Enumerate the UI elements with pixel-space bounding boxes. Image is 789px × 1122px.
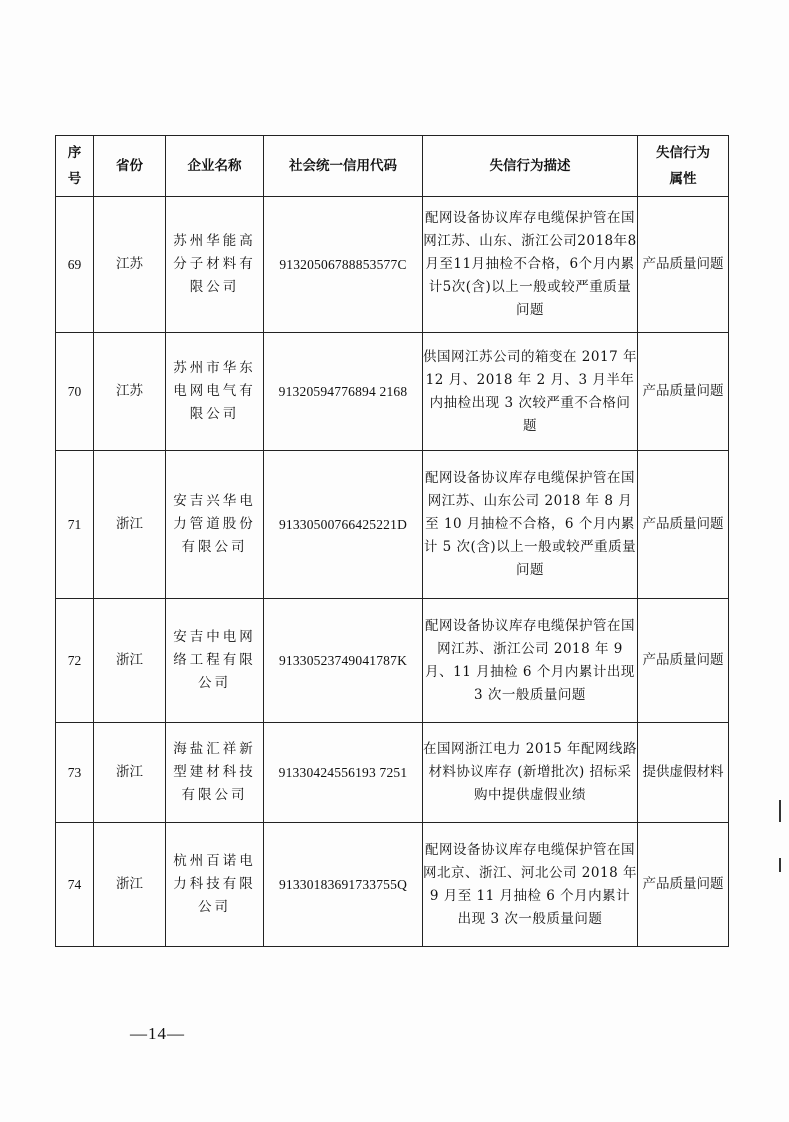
header-province: 省份 — [94, 136, 166, 197]
row-credit-code: 91330523749041787K — [264, 599, 423, 723]
row-province: 浙江 — [94, 723, 166, 823]
row-attribute: 产品质量问题 — [638, 197, 729, 333]
table-row — [56, 823, 729, 947]
row-company: 苏州华能高分子材料有限公司 — [166, 197, 264, 333]
table-row — [56, 599, 729, 723]
row-seq: 74 — [56, 823, 94, 947]
row-company: 杭州百诺电力科技有限公司 — [166, 823, 264, 947]
row-province: 江苏 — [94, 333, 166, 451]
table-row — [56, 451, 729, 599]
dishonesty-records-table — [55, 135, 729, 947]
row-attribute: 产品质量问题 — [638, 333, 729, 451]
scan-edge-mark — [779, 858, 781, 872]
header-seq: 序 号 — [56, 136, 94, 197]
page-number: —14— — [130, 1024, 185, 1043]
row-description: 配网设备协议库存电缆保护管在国网江苏、山东、浙江公司2018年8月至11月抽检不合格，6个月内累计5次(含)以上一般或较严重质量问题 — [423, 197, 638, 333]
row-description: 供国网江苏公司的箱变在 2017 年 12 月、2018 年 2 月、3 月半年内抽检出现 3 次较严重不合格问题 — [423, 333, 638, 451]
table-row — [56, 333, 729, 451]
table-header-row — [56, 136, 729, 197]
row-attribute: 产品质量问题 — [638, 823, 729, 947]
row-province: 浙江 — [94, 451, 166, 599]
row-province: 浙江 — [94, 599, 166, 723]
header-description: 失信行为描述 — [423, 136, 638, 197]
row-credit-code: 91330183691733755Q — [264, 823, 423, 947]
row-description: 配网设备协议库存电缆保护管在国网江苏、浙江公司 2018 年 9 月、11 月抽检 6 个月内累计出现 3 次一般质量问题 — [423, 599, 638, 723]
row-attribute: 产品质量问题 — [638, 599, 729, 723]
row-attribute: 产品质量问题 — [638, 451, 729, 599]
row-seq: 71 — [56, 451, 94, 599]
row-attribute: 提供虚假材料 — [638, 723, 729, 823]
row-company: 海盐汇祥新型建材科技有限公司 — [166, 723, 264, 823]
row-seq: 69 — [56, 197, 94, 333]
row-description: 在国网浙江电力 2015 年配网线路材料协议库存 (新增批次) 招标采购中提供虚假业绩 — [423, 723, 638, 823]
header-company: 企业名称 — [166, 136, 264, 197]
row-seq: 72 — [56, 599, 94, 723]
scan-edge-mark — [779, 800, 781, 822]
row-seq: 70 — [56, 333, 94, 451]
row-credit-code: 91330424556193 7251 — [264, 723, 423, 823]
row-province: 浙江 — [94, 823, 166, 947]
row-description: 配网设备协议库存电缆保护管在国网江苏、山东公司 2018 年 8 月至 10 月抽检不合格，6 个月内累计 5 次(含)以上一般或较严重质量问题 — [423, 451, 638, 599]
row-company: 苏州市华东电网电气有限公司 — [166, 333, 264, 451]
row-province: 江苏 — [94, 197, 166, 333]
header-attribute: 失信行为 属性 — [638, 136, 729, 197]
row-credit-code: 91320594776894 2168 — [264, 333, 423, 451]
row-seq: 73 — [56, 723, 94, 823]
row-description: 配网设备协议库存电缆保护管在国网北京、浙江、河北公司 2018 年 9 月至 11 月抽检 6 个月内累计出现 3 次一般质量问题 — [423, 823, 638, 947]
header-credit-code: 社会统一信用代码 — [264, 136, 423, 197]
row-company: 安吉中电网络工程有限公司 — [166, 599, 264, 723]
table-row — [56, 723, 729, 823]
table-row — [56, 197, 729, 333]
row-credit-code: 91320506788853577C — [264, 197, 423, 333]
row-company: 安吉兴华电力管道股份有限公司 — [166, 451, 264, 599]
row-credit-code: 91330500766425221D — [264, 451, 423, 599]
